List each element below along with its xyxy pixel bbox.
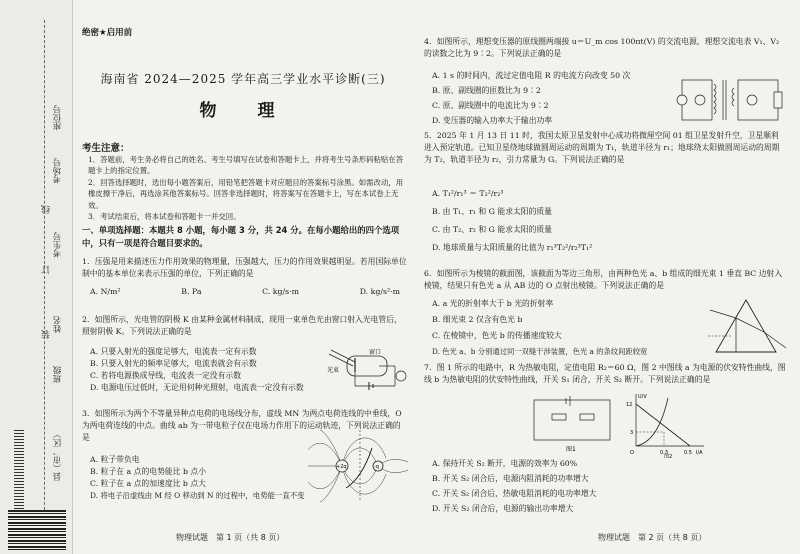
q5-option-c: C. 由 T₂、r₂ 和 G 能求太阳的质量 [432,224,552,234]
q7-tick-05: 0.5 [684,450,692,456]
q4-option-b: B. 原、副线圈的匝数比为 9∶2 [432,85,541,95]
iv-curve-chart [624,392,708,458]
prism-diagram [706,296,788,358]
q2-phototube-figure [325,346,410,392]
q4-stem: 4．如图所示，理想变压器的原线圈两端接 u＝U_m cos 100πt(V) 的交流电源，理想交流电表 V₁、V₂ 的读数之比为 9∶2。下列说法正确的是 [424,37,780,58]
q3-option-d: D. 将电子沿虚线由 M 经 O 移动到 N 的过程中，电势能一直不变 [90,490,305,500]
q6-prism-figure [706,296,788,358]
notice-item: 2．回答选择题时，选出每小题答案后，用铅笔把答题卡对应题目的答案标号涂黑。如需改动，用橡皮擦干净后，再选涂其他答案标号。回答非选择题时，将答案写在答题卡上，写在本试卷上无效。 [88,177,404,210]
q7-tick-03: 0.3 [660,450,668,456]
q2-options [90,346,320,393]
question-4 [424,36,786,60]
q5-stem: 5．2025 年 1 月 13 日 11 时，我国太原卫星发射中心成功将微厘空间 01 组卫星发射升空，卫星顺利进入预定轨道。已知卫星绕地球做圆周运动的周期为 T₁，轨道半径为 r₁；地球绕太阳做圆周运动的周期为 T₂，轨道半径为 r₂，引力常量为 G。下列说法正确的是 [424,131,780,164]
q5-option-a: A. T₁²/r₁³ ＝ T₂²/r₂³ [432,189,504,198]
q4-option-d: D. 变压器的输入功率大于输出功率 [432,115,553,125]
q7-axis-u: U/V [638,394,647,400]
q7-origin: O [630,450,634,456]
circuit-diagram [528,394,616,454]
notice-list [88,154,406,223]
q3-field-figure [306,428,410,504]
q3-option-a: A. 粒子带负电 [90,455,140,464]
q4-options [432,70,694,126]
footer-left-page: 物理试题 第 1 页（共 8 页） [176,533,285,542]
transformer-diagram [676,70,786,130]
q2-fig-beam-label: 光束 [327,367,340,374]
secret-mark: 绝密★启用前 [82,28,133,38]
binding-dash-line [44,20,45,540]
q7-tick-12: 12 [626,402,633,408]
cut-bind-mark: 装 [42,330,52,339]
q7-option-d: D. 开关 S₂ 闭合后，电源的输出功率增大 [432,503,574,513]
barcode [8,510,66,550]
binding-room-label: 考场号 [53,158,63,184]
footer-right-page: 物理试题 第 2 页（共 8 页） [598,533,707,542]
cut-line-mark: 线 [42,205,52,214]
q2-option-a: A. 只要入射光的强度足够大，电流表一定有示数 [90,347,257,356]
question-1 [82,256,408,298]
q7-tick-3: 3 [630,430,634,436]
q7-options [432,458,732,514]
q2-option-c: C. 若将电源换成导线，电流表一定没有示数 [90,370,241,380]
question-5 [424,130,786,166]
q5-options [432,188,772,253]
binding-seat-label: 座位号 [53,105,63,131]
q7-fig1-caption: 图1 [566,446,576,453]
question-2 [82,314,408,338]
notice-heading: 考生注意： [82,143,130,154]
binding-examno-label: 考生号 [53,232,63,258]
q1-stem: 1．压强是用来描述压力作用效果的物理量，压强越大，压力的作用效果越明显。若用国际单位制中的基本单位来表示压强的单位，下列正确的是 [82,257,407,278]
q6-stem: 6．如图所示为棱镜的截面图，该截面为等边三角形，由两种色光 a、b 组成的细光束 1 垂直 BC 边射入棱镜，结果只有色光 a 从 AB 边的 O 点射出棱镜。下列说法正确的是 [424,269,783,290]
q6-option-c: C. 在棱镜中，色光 b 的传播速度较大 [432,330,562,340]
q7-curve-b [636,398,668,446]
q7-fig2-caption: 图2 [664,454,673,458]
binding-county-label: 县（市、区） [53,430,63,481]
field-lines-diagram [306,428,410,504]
q7-iv-chart-figure [624,392,708,458]
q6-option-d: D. 色光 a、b 分别通过同一双缝干涉装置，色光 a 的条纹间距较宽 [432,346,648,356]
exam-title: 海南省 2024—2025 学年高三学业水平诊断(三) [100,72,386,86]
notice-item: 3．考试结束后，将本试卷和答题卡一并交回。 [88,212,241,222]
q3-option-c: C. 粒子在 a 点的加速度比 b 点大 [90,478,206,488]
q2-option-d: D. 电源电压过低时，无论用何种光照射，电流表一定没有示数 [90,382,304,392]
q1-option-d: D. kg/s²·m [359,286,400,296]
q2-stem: 2．如图所示，光电管的阴极 K 由某种金属材料制成，现用一束单色光由窗口射入光电管后，照射阴极 K。下列说法正确的是 [82,315,402,336]
q2-fig-window-label: 窗口 [369,349,382,356]
q3-charge-positive: +2q [336,464,347,470]
q4-option-c: C. 原、副线圈中的电流比为 9∶2 [432,100,549,110]
question-6 [424,268,786,292]
q1-option-b: B. Pa [181,286,202,296]
q5-option-d: D. 地球质量与太阳质量的比值为 r₁³T₂²/r₂³T₁² [432,242,593,252]
q2-option-b: B. 只要入射光的频率足够大，电流表就会有示数 [90,358,257,368]
q3-options [90,454,305,501]
q1-option-c: C. kg/s·m [262,286,300,296]
q7-option-b: B. 开关 S₂ 闭合后，电源内阻消耗的功率增大 [432,473,589,483]
q7-circuit-figure [528,394,616,454]
q6-options [432,298,704,357]
binding-strip [0,0,73,554]
notice-item: 1．答题前，考生务必将自己的姓名、考生号填写在试卷和答题卡上，并将考生号条形码粘贴在答题卡上的指定位置。 [88,155,404,176]
section1-heading: 一、单项选择题：本题共 8 小题，每小题 3 分，共 24 分。在每小题给出的四个选项中，只有一项是符合题目要求的。 [82,225,400,248]
q4-transformer-figure [676,70,786,130]
q6-option-a: A. a 光的折射率大于 b 光的折射率 [432,299,554,308]
code-strip [14,430,24,520]
q7-axis-i: I/A [696,450,703,456]
q7-option-a: A. 保持开关 S₂ 断开，电源的效率为 60% [432,459,578,468]
q7-option-c: C. 开关 S₂ 闭合后，热敏电阻消耗的电功率增大 [432,488,597,498]
cut-order-mark: 订 [42,265,52,274]
q5-option-b: B. 由 T₁、r₁ 和 G 能求太阳的质量 [432,206,552,216]
q1-options [82,286,408,298]
q7-line-a [636,404,690,446]
binding-class-label: 班级 [53,366,63,383]
q7-stem: 7．图 1 所示的电路中，R 为热敏电阻，定值电阻 R₂＝60 Ω，图 2 中图线 a 为电源的伏安特性曲线，图线 b 为热敏电阻的伏安特性曲线，开关 S₁ 闭合，开关 S₂ 断开。下列说法正确的是 [424,363,786,384]
question-7 [424,362,786,386]
q6-option-b: B. 细光束 2 仅含有色光 b [432,314,523,324]
binding-name-label: 姓名 [53,316,63,333]
q1-option-a: A. N/m² [90,286,121,296]
phototube-diagram [325,346,410,392]
q3-stem: 3．如图所示为两个不等量异种点电荷的电场线分布，虚线 MN 为两点电荷连线的中垂线，O 为两电荷连线的中点。曲线 ab 为一带电粒子仅在电场力作用下的运动轨迹，下列说法正确的是 [82,409,402,442]
q4-option-a: A. 1 s 的时间内，流过定值电阻 R 的电流方向改变 50 次 [432,71,631,80]
q3-charge-negative: -q [374,464,379,470]
subject-title: 物 理 [199,101,287,121]
q3-option-b: B. 粒子在 a 点的电势能比 b 点小 [90,466,207,476]
